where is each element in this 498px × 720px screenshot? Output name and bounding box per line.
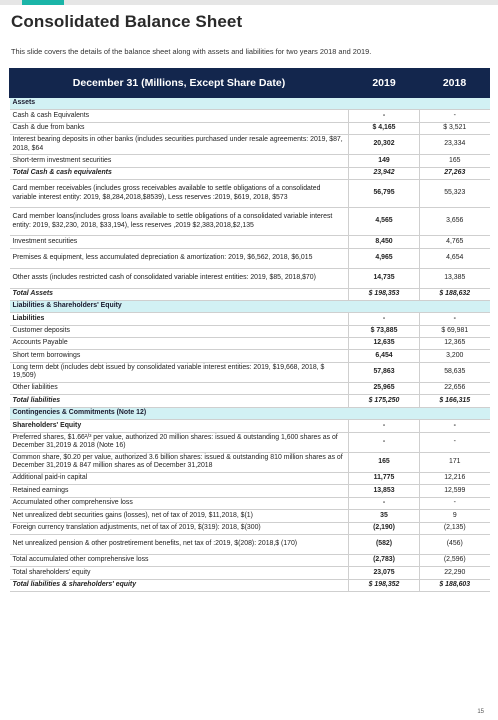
value-2018: $ 166,315 xyxy=(420,395,490,407)
value-2019: 11,775 xyxy=(349,473,420,485)
table-row xyxy=(10,534,490,554)
value-2018: 55,323 xyxy=(420,180,490,208)
row-label: Short term borrowings xyxy=(10,350,349,362)
value-2019: $ 73,885 xyxy=(349,325,420,337)
value-2019: 25,965 xyxy=(349,383,420,395)
value-2018: 22,290 xyxy=(420,567,490,579)
value-2018: 27,263 xyxy=(420,167,490,179)
value-2019: 8,450 xyxy=(349,236,420,248)
row-label: Premises & equipment, less accumulated depreciation & amortization: 2019, $6,562, 2018, $6,015 xyxy=(10,248,349,268)
value-2019: 23,942 xyxy=(349,167,420,179)
table-row xyxy=(10,522,490,534)
table-row xyxy=(10,155,490,167)
page-title: Consolidated Balance Sheet xyxy=(11,12,243,31)
value-2019: 4,965 xyxy=(349,248,420,268)
value-2019: 149 xyxy=(349,155,420,167)
value-2018: - xyxy=(420,497,490,509)
row-label: Accumulated other comprehensive loss xyxy=(10,497,349,509)
value-2019: 57,863 xyxy=(349,362,420,382)
table-row xyxy=(10,554,490,566)
value-2018: 9 xyxy=(420,510,490,522)
value-2018: - xyxy=(420,420,490,432)
table-row xyxy=(10,248,490,268)
table-row xyxy=(10,110,490,122)
table-row xyxy=(10,268,490,288)
value-2019: $ 175,250 xyxy=(349,395,420,407)
balance-sheet-table-wrap xyxy=(9,68,489,592)
value-2019: 12,635 xyxy=(349,338,420,350)
value-2019: 35 xyxy=(349,510,420,522)
header-year-2018: 2018 xyxy=(420,69,490,98)
value-2018: 58,635 xyxy=(420,362,490,382)
value-2019: - xyxy=(349,420,420,432)
row-label: Additional paid-in capital xyxy=(10,473,349,485)
row-label: Contingencies & Commitments (Note 12) xyxy=(10,407,490,419)
value-2019: $ 198,353 xyxy=(349,288,420,300)
row-label: Interest bearing deposits in other banks (includes securities purchased under resale agreements: 2019, $87, 2018, $64 xyxy=(10,135,349,155)
row-label: Cash & cash Equivalents xyxy=(10,110,349,122)
total-row xyxy=(10,288,490,300)
table-row xyxy=(10,497,490,509)
value-2018: 3,656 xyxy=(420,208,490,236)
table-row xyxy=(10,383,490,395)
table-row xyxy=(10,485,490,497)
value-2019: 4,565 xyxy=(349,208,420,236)
value-2018: - xyxy=(420,432,490,452)
row-label: Common share, $0.20 per value, authorized 3.6 billion shares: issued & outstanding 810 million shares as of December 31,2019 & 847 million shares as of December 31,2018 xyxy=(10,452,349,472)
row-label: Total liabilities & shareholders' equity xyxy=(10,579,349,591)
value-2018: 22,656 xyxy=(420,383,490,395)
table-row xyxy=(10,180,490,208)
value-2018: 23,334 xyxy=(420,135,490,155)
row-label: Cash & due from banks xyxy=(10,122,349,134)
table-row xyxy=(10,452,490,472)
row-label: Investment securities xyxy=(10,236,349,248)
table-row xyxy=(10,325,490,337)
value-2019: (2,783) xyxy=(349,554,420,566)
value-2018: (456) xyxy=(420,534,490,554)
row-label: Other liabilities xyxy=(10,383,349,395)
table-header-row xyxy=(10,69,490,98)
value-2018: - xyxy=(420,110,490,122)
header-year-2019: 2019 xyxy=(349,69,420,98)
row-label: Long term debt (includes debt issued by consolidated variable interest entities: 2019, $19,668, 2018, $ 19,509) xyxy=(10,362,349,382)
row-label: Total Assets xyxy=(10,288,349,300)
section-row xyxy=(10,98,490,110)
value-2018: - xyxy=(420,313,490,325)
total-row xyxy=(10,579,490,591)
value-2019: 165 xyxy=(349,452,420,472)
value-2019: - xyxy=(349,313,420,325)
table-row xyxy=(10,236,490,248)
value-2018: 165 xyxy=(420,155,490,167)
row-label: Assets xyxy=(10,98,490,110)
row-label: Preferred shares, $1.66²/³ per value, authorized 20 million shares: issued & outstanding 1,600 shares as of December 31,2019 & 2018 (Note 16) xyxy=(10,432,349,452)
row-label: Net unrealized debt securities gains (losses), net of tax of 2019, $11,2018, $(1) xyxy=(10,510,349,522)
table-row xyxy=(10,313,490,325)
page-number: 15 xyxy=(477,709,484,715)
section-row xyxy=(10,300,490,312)
value-2019: 14,735 xyxy=(349,268,420,288)
value-2019: - xyxy=(349,432,420,452)
table-row xyxy=(10,432,490,452)
row-label: Net unrealized pension & other postretirement benefits, net tax of :2019, $(208): 2018,$ (170) xyxy=(10,534,349,554)
value-2019: 13,853 xyxy=(349,485,420,497)
table-row xyxy=(10,420,490,432)
value-2018: 13,385 xyxy=(420,268,490,288)
top-bar xyxy=(0,0,498,5)
row-label: Customer deposits xyxy=(10,325,349,337)
value-2018: $ 3,521 xyxy=(420,122,490,134)
value-2018: 4,654 xyxy=(420,248,490,268)
row-label: Total Cash & cash equivalents xyxy=(10,167,349,179)
value-2019: 20,302 xyxy=(349,135,420,155)
table-row xyxy=(10,362,490,382)
value-2018: $ 188,603 xyxy=(420,579,490,591)
row-label: Total shareholders' equity xyxy=(10,567,349,579)
value-2018: 12,216 xyxy=(420,473,490,485)
table-body xyxy=(10,98,490,592)
value-2018: 3,200 xyxy=(420,350,490,362)
balance-sheet-table xyxy=(9,68,490,592)
total-row xyxy=(10,167,490,179)
table-row xyxy=(10,338,490,350)
top-accent xyxy=(22,0,64,5)
row-label: Liabilities xyxy=(10,313,349,325)
value-2019: $ 198,352 xyxy=(349,579,420,591)
table-row xyxy=(10,122,490,134)
table-row xyxy=(10,350,490,362)
table-row xyxy=(10,510,490,522)
row-label: Foreign currency translation adjustments, net of tax of 2019, $(319): 2018, $(300) xyxy=(10,522,349,534)
row-label: Total accumulated other comprehensive loss xyxy=(10,554,349,566)
row-label: Shareholders' Equity xyxy=(10,420,349,432)
row-label: Other assts (includes restricted cash of consolidated variable interest entities: 2019, $85, 2018,$70) xyxy=(10,268,349,288)
page-subtitle: This slide covers the details of the balance sheet along with assets and liabilities for two years 2018 and 2019. xyxy=(11,47,372,56)
row-label: Short-term investment securities xyxy=(10,155,349,167)
value-2019: - xyxy=(349,110,420,122)
value-2019: (582) xyxy=(349,534,420,554)
section-row xyxy=(10,407,490,419)
table-row xyxy=(10,473,490,485)
value-2018: 12,599 xyxy=(420,485,490,497)
value-2018: (2,135) xyxy=(420,522,490,534)
value-2019: - xyxy=(349,497,420,509)
table-row xyxy=(10,567,490,579)
row-label: Card member receivables (includes gross receivables available to settle obligations of a consolidated variable interest entity: 2019, $8,284,2018,$8539), Less reserves :2019, $619, 2018, $573 xyxy=(10,180,349,208)
value-2019: 23,075 xyxy=(349,567,420,579)
value-2018: 4,765 xyxy=(420,236,490,248)
value-2019: $ 4,165 xyxy=(349,122,420,134)
total-row xyxy=(10,395,490,407)
row-label: Liabilities & Shareholders' Equity xyxy=(10,300,490,312)
value-2019: 6,454 xyxy=(349,350,420,362)
row-label: Total liabilities xyxy=(10,395,349,407)
value-2018: 171 xyxy=(420,452,490,472)
row-label: Accounts Payable xyxy=(10,338,349,350)
table-row xyxy=(10,135,490,155)
row-label: Retained earnings xyxy=(10,485,349,497)
value-2018: (2,596) xyxy=(420,554,490,566)
table-row xyxy=(10,208,490,236)
value-2018: $ 188,632 xyxy=(420,288,490,300)
header-label: December 31 (Millions, Except Share Date) xyxy=(10,69,349,98)
value-2019: 56,795 xyxy=(349,180,420,208)
value-2019: (2,190) xyxy=(349,522,420,534)
value-2018: $ 69,981 xyxy=(420,325,490,337)
value-2018: 12,365 xyxy=(420,338,490,350)
row-label: Card member loans(includes gross loans available to settle obligations of a consolidated variable interest entity: 2019, $32,230, 2018, $33,194), less reserves ,2019 $2,383,2018,$2,135 xyxy=(10,208,349,236)
